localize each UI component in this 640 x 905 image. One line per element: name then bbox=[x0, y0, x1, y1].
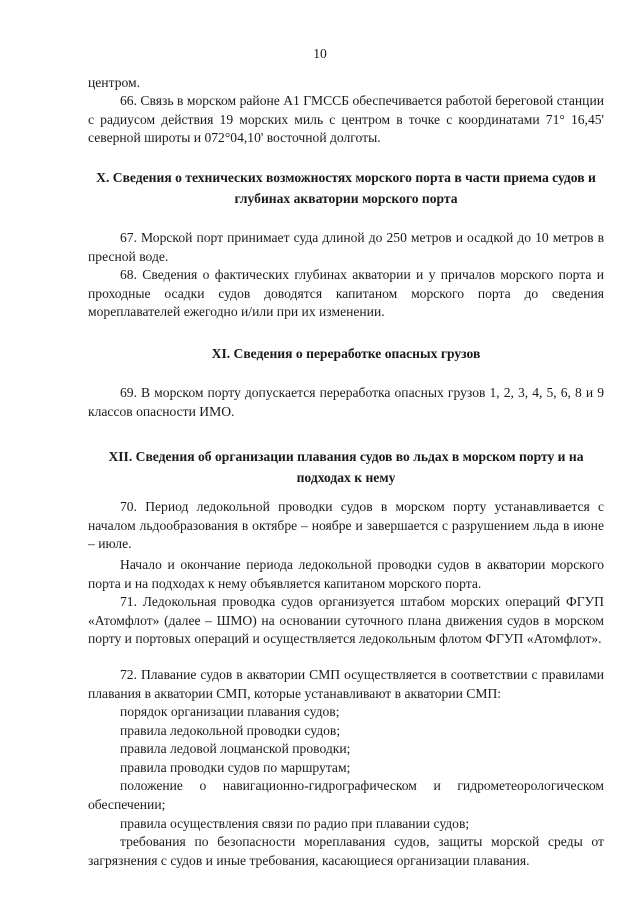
section-heading-10: X. Сведения о технических возможностях морского порта в части приема судов и глубинах акватории морского порта bbox=[96, 170, 596, 206]
page-number: 10 bbox=[313, 46, 327, 61]
list-item: правила проводки судов по маршрутам; bbox=[120, 759, 351, 775]
paragraph-68: 68. Сведения о фактических глубинах акватории и у причалов морского порта и проходные осадки судов доводятся капитаном морского порта до сведения мореплавателей ежегодно и/или при их изменении. bbox=[88, 267, 604, 320]
paragraph-66: 66. Связь в морском районе А1 ГМССБ обеспечивается работой береговой станции с радиусом действия 19 морских миль с центром в точке с координатами 71° 16,45' северной широты и 072°04,10' восточной долготы. bbox=[88, 93, 604, 146]
paragraph-71: 71. Ледокольная проводка судов организуется штабом морских операций ФГУП «Атомфлот» (далее – ШМО) на основании суточного плана движения судов в морском порту и портовых операций и осуществляется ледокольным флотом ФГУП «Атомфлот». bbox=[88, 594, 604, 647]
paragraph-continuation: центром. bbox=[88, 75, 141, 90]
list-item: порядок организации плавания судов; bbox=[120, 704, 340, 719]
list-item: положение о навигационно-гидрографическом и гидрометеорологическом обеспечении; bbox=[88, 778, 604, 812]
paragraph-69: 69. В морском порту допускается переработка опасных грузов 1, 2, 3, 4, 5, 6, 8 и 9 классов опасности ИМО. bbox=[88, 385, 604, 419]
list-item: правила ледокольной проводки судов; bbox=[120, 722, 341, 738]
list-72 bbox=[88, 703, 604, 870]
paragraph-70: 70. Период ледокольной проводки судов в морском порту устанавливается с началом льдообразования в октябре – ноябре и завершается с разрушением льда в июне – июле. bbox=[88, 499, 604, 552]
paragraph-72: 72. Плавание судов в акватории СМП осуществляется в соответствии с правилами плавания в акватории СМП, которые устанавливают в акватории СМП: bbox=[88, 667, 604, 701]
section-heading-11: XI. Сведения о переработке опасных грузов bbox=[211, 346, 481, 361]
list-item: правила ледовой лоцманской проводки; bbox=[120, 741, 351, 757]
list-item: требования по безопасности мореплавания судов, защиты морской среды от загрязнения с судов и иные требования, касающиеся организации плавания. bbox=[88, 834, 604, 868]
paragraph-67: 67. Морской порт принимает суда длиной до 250 метров и осадкой до 10 метров в пресной воде. bbox=[88, 230, 604, 264]
paragraph-70-continuation: Начало и окончание периода ледокольной проводки судов в акватории морского порта и на подходах к нему объявляется капитаном морского порта. bbox=[88, 557, 604, 591]
section-heading-12: XII. Сведения об организации плавания судов во льдах в морском порту и на подходах к нему bbox=[108, 449, 584, 485]
list-item: правила осуществления связи по радио при плавании судов; bbox=[120, 815, 470, 831]
